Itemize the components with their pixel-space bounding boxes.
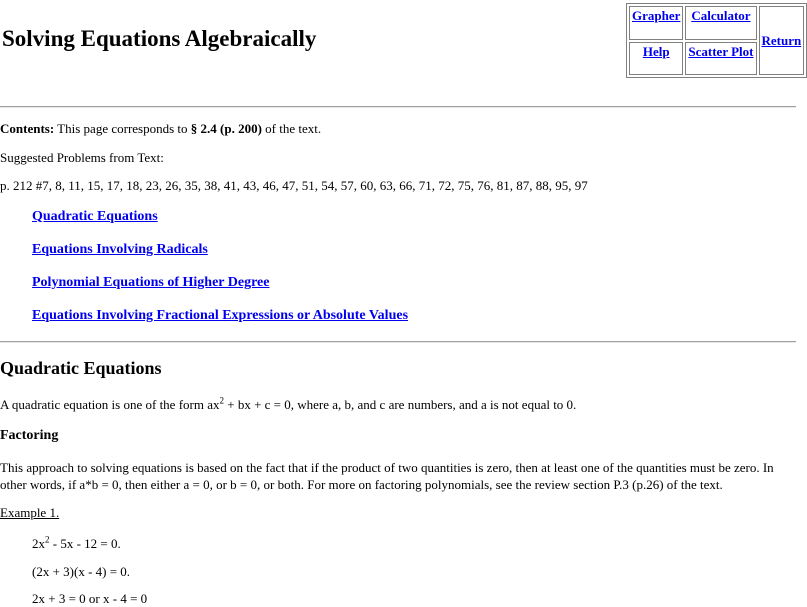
scatter-plot-link[interactable]: Scatter Plot: [688, 43, 754, 59]
contents-section-ref: § 2.4 (p. 200): [190, 121, 262, 136]
example-label-text: Example 1.: [0, 505, 60, 520]
help-link[interactable]: Help: [642, 43, 670, 59]
nav-cell-return: [759, 6, 805, 75]
nav-cell-scatter-plot: [685, 42, 756, 76]
example-step-3: 2x + 3 = 0 or x - 4 = 0: [32, 591, 148, 606]
divider-top: [0, 106, 796, 108]
contents-label: Contents:: [0, 121, 55, 136]
definition-part1: A quadratic equation is one of the form ax: [0, 397, 220, 412]
step1-part-a: 2x: [32, 536, 45, 551]
nav-cell-grapher: [629, 6, 683, 40]
contents-text-before: This page corresponds to: [54, 121, 191, 136]
calculator-link[interactable]: Calculator: [691, 8, 751, 23]
toc-link-quadratic[interactable]: Quadratic Equations: [32, 209, 158, 224]
factoring-heading: Factoring: [0, 428, 59, 443]
contents-text-after: of the text.: [261, 121, 322, 136]
toc-link-fractional[interactable]: Equations Involving Fractional Expressions or Absolute Values: [32, 308, 409, 323]
example-step-2: (2x + 3)(x - 4) = 0.: [32, 564, 131, 579]
return-link[interactable]: Return: [761, 32, 802, 48]
suggested-label: Suggested Problems from Text:: [0, 150, 164, 165]
step1-exponent: 2: [45, 534, 50, 545]
toc-link-polynomial[interactable]: Polynomial Equations of Higher Degree: [32, 275, 270, 290]
step1-part-b: - 5x - 12 = 0.: [49, 536, 121, 551]
toc-link-radicals[interactable]: Equations Involving Radicals: [32, 242, 208, 257]
suggested-problems: p. 212 #7, 8, 11, 15, 17, 18, 23, 26, 35, 38, 41, 43, 46, 47, 51, 54, 57, 60, 63, 66, 71, 72, 75, 76, 81, 87, 88, 95, 97: [0, 178, 588, 193]
definition-exponent: 2: [219, 395, 224, 406]
factoring-paragraph: This approach to solving equations is based on the fact that if the product of two quantities is zero, then at least one of the quantities must be zero. In other words, if a*b = 0, then either a = 0, or b = 0, or both. For more on factoring polynomials, see the review section P.3 (p.26) of the text.: [0, 460, 774, 492]
grapher-link[interactable]: Grapher: [632, 8, 681, 23]
example-step-1: [32, 536, 121, 552]
nav-cell-calculator: [685, 6, 756, 40]
divider-section: [0, 341, 796, 343]
contents-line: [0, 121, 321, 137]
section-heading: Quadratic Equations: [0, 358, 162, 378]
definition-part2: + bx + c = 0, where a, b, and c are numbers, and a is not equal to 0.: [224, 397, 577, 412]
example-label: [0, 505, 59, 521]
nav-cell-help: [629, 42, 683, 76]
nav-table: [626, 3, 807, 78]
quadratic-definition: [0, 397, 576, 413]
page-title: Solving Equations Algebraically: [2, 26, 317, 51]
